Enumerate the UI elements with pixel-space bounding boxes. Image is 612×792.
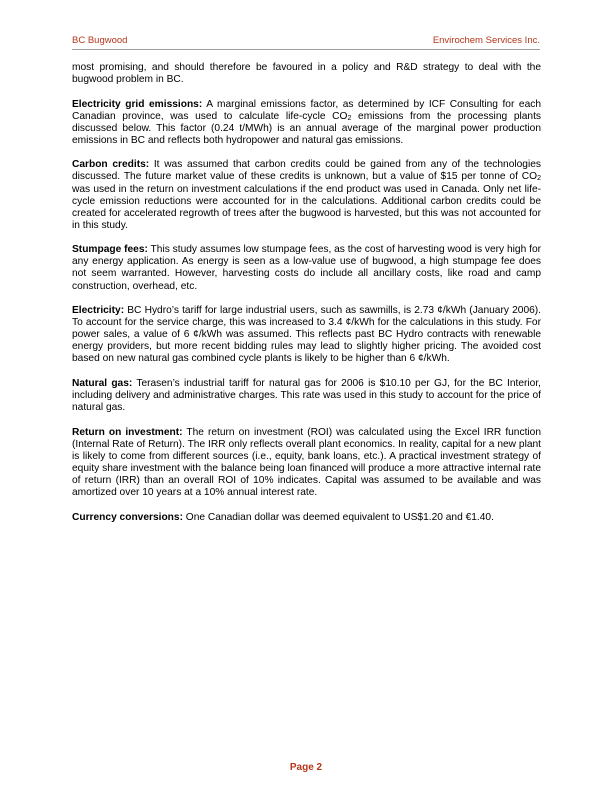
carbon-credits-text-a: It was assumed that carbon credits could be gained from any of the technologies discussed. The future market value of these credits is unknown, but a value of $15 per tonne of CO <box>72 159 541 183</box>
header-title: BC Bugwood <box>72 35 128 46</box>
grid-emissions-text-a: A marginal emissions factor, as determined by ICF Consulting for each Canadian province, was used to calculate life-cycle CO <box>72 98 541 122</box>
intro-paragraph: most promising, and should therefore be favoured in a policy and R&D strategy to deal with the bugwood problem in BC. <box>72 62 541 86</box>
grid-emissions-paragraph <box>72 99 541 147</box>
page-number: Page 2 <box>289 762 323 773</box>
currency-paragraph <box>72 512 541 524</box>
stumpage-fees-text: This study assumes low stumpage fees, as the cost of harvesting wood is very high for any energy application. As energy is seen as a low-value use of bugwood, a high stumpage fee does not seem warranted. However, harvesting costs do include all ancillary costs, like road and camp construction, overhead, etc. <box>72 244 541 292</box>
header-divider <box>72 49 540 50</box>
electricity-heading: Electricity: <box>72 305 125 317</box>
roi-paragraph <box>72 427 541 500</box>
electricity-text: BC Hydro’s tariff for large industrial users, such as sawmills, is 2.73 ¢/kWh (January 2006). To account for the service charge, this was increased to 3.4 ¢/kWh for the calculations in this study. For power sales, a value of 6 ¢/kWh was assumed. This reflects past BC Hydro contracts with renewable energy providers, but more recent bidding rules may lead to slightly higher pricing. The avoided cost based on new natural gas combined cycle plants is likely to be higher than 6 ¢/kWh. <box>72 305 541 365</box>
roi-text: The return on investment (ROI) was calculated using the Excel IRR function (Internal Rate of Return). The IRR only reflects overall plant economics. In reality, capital for a new plant is likely to come from different sources (i.e., equity, bank loans, etc.). A practical investment strategy of equity share investment with the balance being loan financed will produce a more attractive internal rate of return (IRR) than an overall ROI of 10% indicates. Capital was assumed to be available and was amortized over 10 years at a 10% annual interest rate. <box>72 426 541 499</box>
carbon-credits-subscript: 2 <box>537 175 541 183</box>
natural-gas-heading: Natural gas: <box>72 377 133 389</box>
stumpage-fees-heading: Stumpage fees: <box>72 244 148 256</box>
electricity-paragraph <box>72 305 541 365</box>
running-header <box>72 35 540 46</box>
page-body <box>72 62 541 536</box>
currency-heading: Currency conversions: <box>72 511 183 523</box>
roi-heading: Return on investment: <box>72 426 183 438</box>
header-company: Envirochem Services Inc. <box>432 35 540 46</box>
stumpage-fees-paragraph <box>72 244 541 292</box>
natural-gas-text: Terasen’s industrial tariff for natural gas for 2006 is $10.10 per GJ, for the BC Interior, including delivery and administrative charges. This rate was used in this study to account for the price of natural gas. <box>72 377 541 414</box>
grid-emissions-heading: Electricity grid emissions: <box>72 98 203 110</box>
grid-emissions-text-b: emissions from the processing plants discussed below. This factor (0.24 t/MWh) is an annual average of the marginal power production emissions in BC and reflects both hydropower and natural gas emissions. <box>72 110 541 146</box>
carbon-credits-paragraph <box>72 159 541 232</box>
carbon-credits-text-b: was used in the return on investment calculations if the end product was used in Canada. Only net life-cycle emission reductions were accounted for in the calculations. Additional carbon credits could be created for accelerated regrowth of trees after the bugwood is harvested, but this was not accounted for in this study. <box>72 183 541 231</box>
grid-emissions-subscript: 2 <box>347 114 352 122</box>
currency-text: One Canadian dollar was deemed equivalent to US$1.20 and €1.40. <box>182 511 494 523</box>
carbon-credits-heading: Carbon credits: <box>72 159 150 171</box>
natural-gas-paragraph <box>72 378 541 414</box>
